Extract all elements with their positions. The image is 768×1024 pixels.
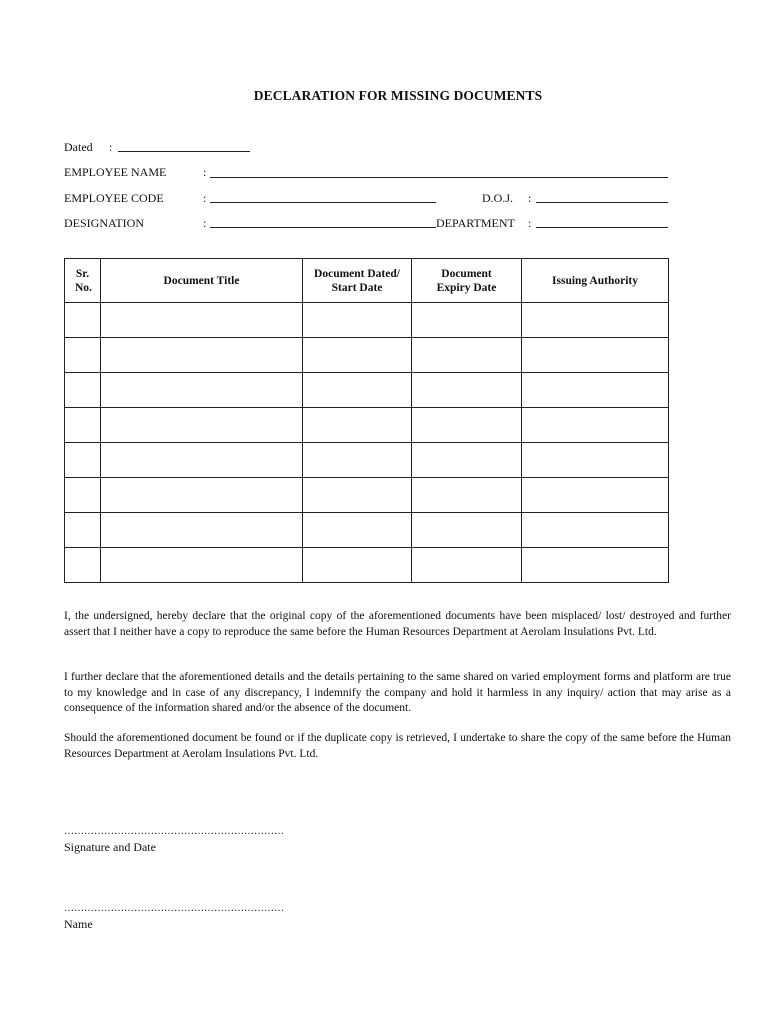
- document-dated-cell[interactable]: [303, 338, 412, 373]
- department-label: DEPARTMENT: [436, 216, 515, 230]
- document-expiry-cell[interactable]: [412, 303, 522, 338]
- missing-documents-table: [64, 258, 669, 583]
- table-row: [65, 478, 669, 513]
- dated-label: Dated: [64, 140, 93, 154]
- header-document-expiry: Document Expiry Date: [412, 259, 522, 303]
- employee-name-colon: :: [203, 165, 207, 179]
- header-document-title: Document Title: [101, 259, 303, 303]
- table-row: [65, 408, 669, 443]
- designation-field[interactable]: [210, 227, 436, 228]
- sr-no-cell[interactable]: [65, 478, 101, 513]
- signature-line[interactable]: …………………………………………………………: [64, 826, 284, 837]
- issuing-authority-cell[interactable]: [522, 408, 669, 443]
- declaration-paragraph-3: Should the aforementioned document be found or if the duplicate copy is retrieved, I undertake to share the copy of the same before the Human Resources Department at Aerolam Insulations Pvt. Ltd.: [64, 732, 731, 760]
- document-title-cell[interactable]: [101, 513, 303, 548]
- table-row: [65, 548, 669, 583]
- document-title-cell[interactable]: [101, 303, 303, 338]
- declaration-paragraph-2: I further declare that the aforementioned details and the details pertaining to the same shared on varied employment forms and platform are true to my knowledge and in case of any discrepancy, I indemnify the company and hold it harmless in any inquiry/ action that may arise as a consequence of the information shared and/or the absence of the document.: [64, 671, 731, 714]
- name-line[interactable]: …………………………………………………………: [64, 903, 284, 914]
- employee-name-field[interactable]: [210, 177, 668, 178]
- issuing-authority-cell[interactable]: [522, 373, 669, 408]
- sr-no-cell[interactable]: [65, 303, 101, 338]
- header-issuing-authority: Issuing Authority: [522, 259, 669, 303]
- document-title-cell[interactable]: [101, 373, 303, 408]
- document-expiry-cell[interactable]: [412, 443, 522, 478]
- document-title-cell[interactable]: [101, 338, 303, 373]
- document-dated-cell[interactable]: [303, 478, 412, 513]
- dated-colon: :: [109, 140, 113, 154]
- sr-no-cell[interactable]: [65, 338, 101, 373]
- document-title-cell[interactable]: [101, 478, 303, 513]
- employee-code-label: EMPLOYEE CODE: [64, 191, 164, 205]
- document-dated-cell[interactable]: [303, 443, 412, 478]
- sr-no-cell[interactable]: [65, 548, 101, 583]
- department-field[interactable]: [536, 227, 668, 228]
- doj-label: D.O.J.: [482, 191, 514, 205]
- document-expiry-cell[interactable]: [412, 338, 522, 373]
- sr-no-cell[interactable]: [65, 373, 101, 408]
- doj-field[interactable]: [536, 202, 668, 203]
- sr-no-cell[interactable]: [65, 443, 101, 478]
- document-dated-cell[interactable]: [303, 513, 412, 548]
- issuing-authority-cell[interactable]: [522, 338, 669, 373]
- header-sr-no: Sr. No.: [65, 259, 101, 303]
- employee-name-label: EMPLOYEE NAME: [64, 165, 167, 179]
- name-label: Name: [64, 917, 93, 931]
- sr-no-cell[interactable]: [65, 408, 101, 443]
- document-title-cell[interactable]: [101, 408, 303, 443]
- issuing-authority-cell[interactable]: [522, 548, 669, 583]
- declaration-paragraph-1: I, the undersigned, hereby declare that the original copy of the aforementioned documents have been misplaced/ lost/ destroyed and further assert that I neither have a copy to reproduce the same before the Human Resources Department at Aerolam Insulations Pvt. Ltd.: [64, 610, 731, 638]
- document-expiry-cell[interactable]: [412, 478, 522, 513]
- sr-no-cell[interactable]: [65, 513, 101, 548]
- table-row: [65, 373, 669, 408]
- issuing-authority-cell[interactable]: [522, 303, 669, 338]
- table-header-row: [65, 259, 669, 303]
- document-dated-cell[interactable]: [303, 303, 412, 338]
- document-title-cell[interactable]: [101, 548, 303, 583]
- table-row: [65, 303, 669, 338]
- table-row: [65, 513, 669, 548]
- employee-code-colon: :: [203, 191, 207, 205]
- issuing-authority-cell[interactable]: [522, 513, 669, 548]
- dated-field[interactable]: [118, 151, 250, 152]
- department-colon: :: [528, 216, 532, 230]
- document-expiry-cell[interactable]: [412, 408, 522, 443]
- page-title: DECLARATION FOR MISSING DOCUMENTS: [253, 88, 543, 103]
- document-expiry-cell[interactable]: [412, 513, 522, 548]
- document-expiry-cell[interactable]: [412, 548, 522, 583]
- document-dated-cell[interactable]: [303, 373, 412, 408]
- document-expiry-cell[interactable]: [412, 373, 522, 408]
- table-row: [65, 443, 669, 478]
- table-body: [65, 303, 669, 583]
- header-document-dated: Document Dated/ Start Date: [303, 259, 412, 303]
- document-dated-cell[interactable]: [303, 408, 412, 443]
- document-dated-cell[interactable]: [303, 548, 412, 583]
- issuing-authority-cell[interactable]: [522, 443, 669, 478]
- issuing-authority-cell[interactable]: [522, 478, 669, 513]
- document-title-cell[interactable]: [101, 443, 303, 478]
- designation-colon: :: [203, 216, 207, 230]
- table-row: [65, 338, 669, 373]
- employee-code-field[interactable]: [210, 202, 436, 203]
- designation-label: DESIGNATION: [64, 216, 144, 230]
- signature-and-date-label: Signature and Date: [64, 840, 156, 854]
- doj-colon: :: [528, 191, 532, 205]
